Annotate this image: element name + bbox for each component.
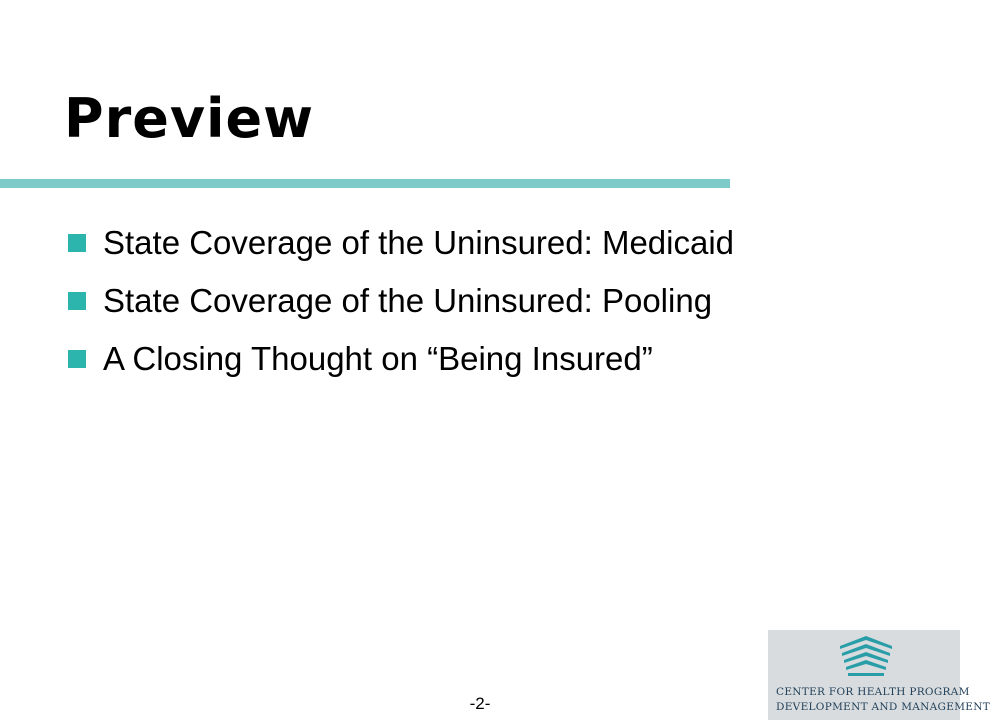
square-bullet-icon bbox=[68, 234, 86, 252]
bullet-item bbox=[68, 214, 734, 272]
bullet-item bbox=[68, 330, 734, 388]
square-bullet-icon bbox=[68, 350, 86, 368]
bullet-list bbox=[68, 214, 734, 388]
bullet-item bbox=[68, 272, 734, 330]
logo-text-line1: CENTER FOR HEALTH PROGRAM bbox=[776, 686, 970, 698]
organization-logo bbox=[768, 630, 990, 720]
bullet-text: State Coverage of the Uninsured: Pooling bbox=[103, 282, 713, 319]
slide-title: Preview bbox=[64, 87, 315, 150]
bullet-text: State Coverage of the Uninsured: Medicaid bbox=[103, 224, 735, 261]
square-bullet-icon bbox=[68, 292, 86, 310]
logo-text-line2: DEVELOPMENT AND MANAGEMENT bbox=[776, 701, 990, 713]
building-roof-icon bbox=[840, 636, 892, 680]
bullet-text: A Closing Thought on “Being Insured” bbox=[103, 340, 653, 377]
title-underline bbox=[0, 179, 730, 188]
page-number: -2- bbox=[469, 694, 491, 713]
